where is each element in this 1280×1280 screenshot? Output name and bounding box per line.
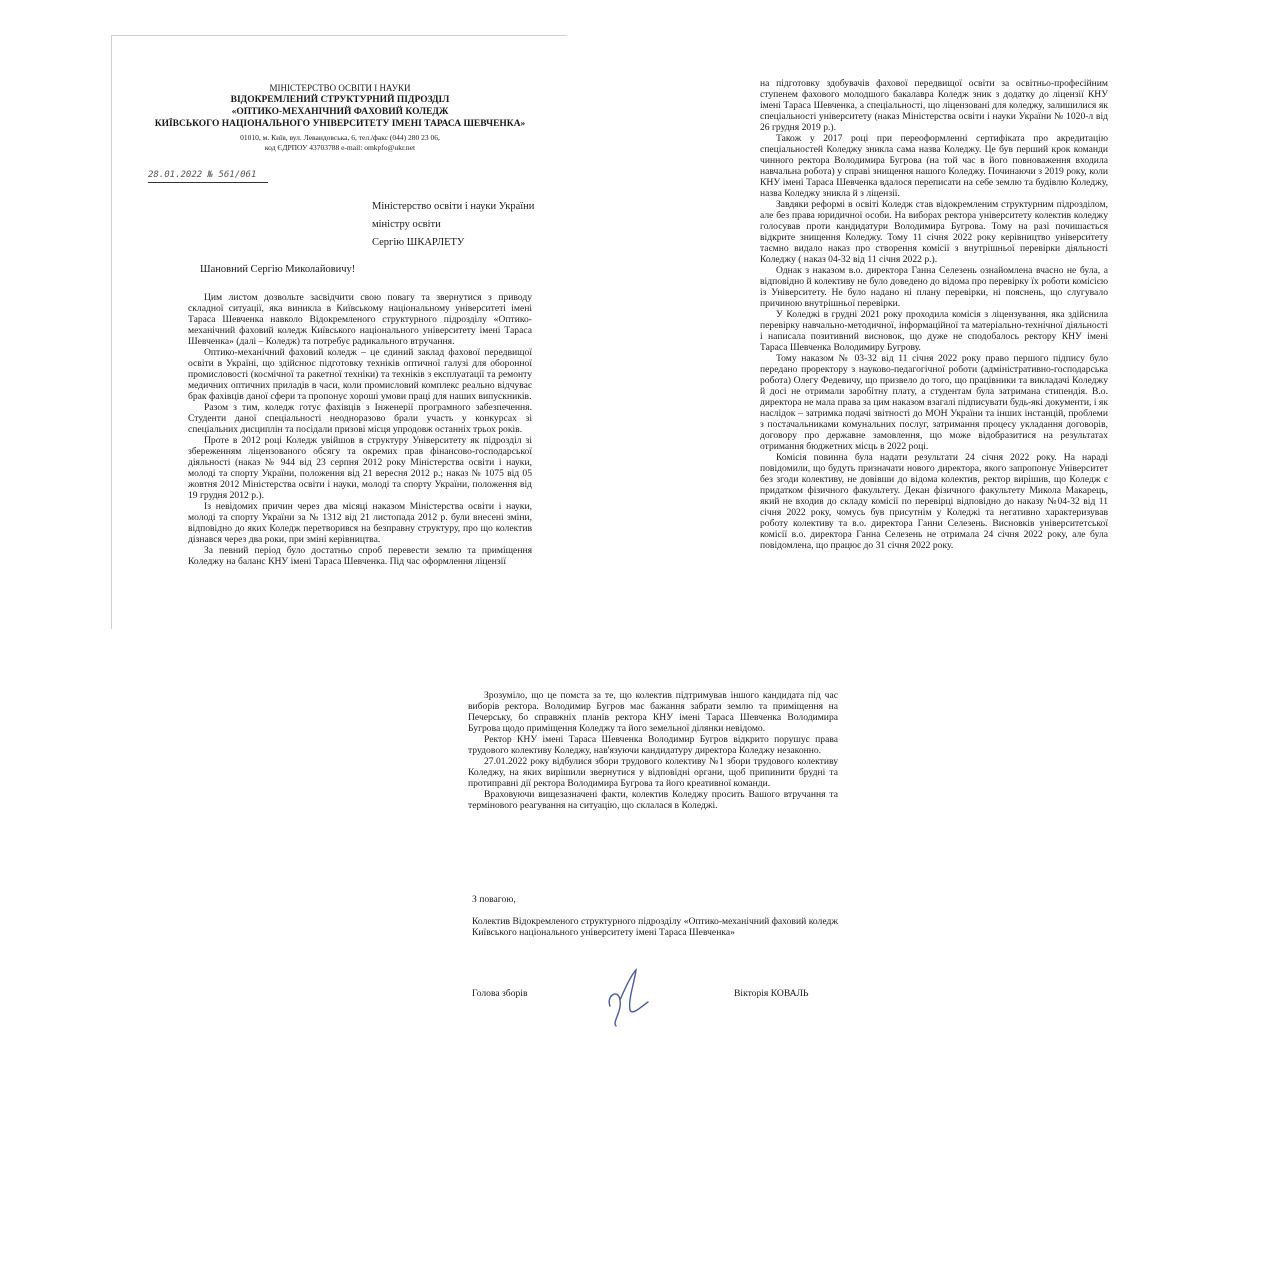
letter-page-1 <box>112 36 568 630</box>
registration-number: 28.01.2022 № 561/061 <box>148 170 268 183</box>
paragraph: Також у 2017 році при переоформленні сертифіката про акредитацію спеціальностей Коледжу зникла сама назва Коледжу. Це був перший крок команди чинного ректора Володимира Бугрова (на той час в його повноваження входила навчальна робота) у справі знищення нашого Коледжу. Починаючи з 2019 року, коли КНУ імені Тараса Шевченка вдалося переписати на себе землю та будівлю Коледжу, назва Коледжу зникла й з ліцензії. <box>760 133 1108 199</box>
paragraph: Із невідомих причин через два місяці наказом Міністерства освіти і науки, молоді та спорту України за № 1312 від 21 листопада 2012 р. були внесені зміни, відповідно до яких Коледж перетворився на безправну структуру, про що колектив дізнався через два роки, при зміні керівництва. <box>188 501 532 545</box>
paragraph: Тому наказом № 03-32 від 11 січня 2022 року право першого підпису було передано проректору з науково-педагогічної роботи (адміністративно-господарська робота) Олегу Федевичу, що призвело до того, що працівники та викладачі Коледжу й досі не отримали заробітну плату, а студентам була затримана стипендія. В.о. директора не мала права за цим наказом взагалі підписувати будь-які документи, і як наслідок – затримка подачі звітності до МОН України та інших інстанцій, проблеми з постачальниками комунальних послуг, затримання процесу укладання договорів, договору про державне замовлення, що може відобразитися на результатах отримання бюджетних місць в 2022 році. <box>760 353 1108 452</box>
paragraph: Проте в 2012 році Коледж увійшов в структуру Університету як підрозділ зі збереженням ліцензованого обсягу та окремих прав фінансово-господарської діяльності (наказ № 944 від 23 серпня 2012 року Міністерства освіти і науки, молоді та спорту України, положення від 21 вересня 2012 р.; наказ № 1075 від 05 жовтня 2012 Міністерства освіти і науки, молоді та спорту України, положення від 19 грудня 2012 р.). <box>188 435 532 501</box>
closing-regards: З повагою, <box>472 894 516 905</box>
greeting: Шановний Сергію Миколайовичу! <box>200 264 356 275</box>
letterhead <box>112 82 568 153</box>
closing-collective: Колектив Відокремленого структурного підрозділу «Оптико-механічний фаховий коледж Київського національного університету імені Тараса Шевченка» <box>472 916 838 938</box>
paragraph: Завдяки реформі в освіті Коледж став відокремленим структурним підрозділом, але без права юридичної особи. На виборах ректора університету колектив коледжу голосував проти кандидатури Володимира Бугрова. Тому на разі почишається відкрите знищення Коледжу. Тому 11 січня 2022 року керівництво університету таємно видало наказ про створення комісії з внутрішньої перевірки діяльності Коледжу ( наказ 04-32 від 11 січня 2022 р.). <box>760 199 1108 265</box>
paragraph: на підготовку здобувачів фахової передвищої освіти за освітньо-професійним ступенем фахового молодшого бакалавра Коледж зник з додатку до ліцензії КНУ імені Тараса Шевченка, а спеціальності, що ліцензовані для коледжу, залишилися як спеціальності університету (наказ Міністерства освіти і науки України № 1020-л від 26 грудня 2019 р.). <box>760 78 1108 133</box>
letterhead-college: «ОПТИКО-МЕХАНІЧНИЙ ФАХОВИЙ КОЛЕДЖ <box>231 107 449 117</box>
letter-page-3 <box>420 656 890 1036</box>
paragraph: Цим листом дозвольте засвідчити свою повагу та звернутися з приводу складної ситуації, яка виникла в Київському національному університеті імені Тараса Шевченка навколо Відокремленого структурного підрозділу «Оптико-механічний фаховий коледж Київського національного університету імені Тараса Шевченка» (далі – Коледж) та потребує радикального втручання. <box>188 292 532 347</box>
page-2-body <box>760 78 1108 551</box>
letterhead-codes: код ЄДРПОУ 43703788 e-mail: omkpfo@ukr.net <box>264 143 416 152</box>
paragraph: Враховуючи вищезазначені факти, колектив Коледжу просить Вашого втручання та термінового реагування на ситуацію, що склалася в Коледжі. <box>468 789 838 811</box>
chair-label: Голова зборів <box>472 988 528 999</box>
page-1-body <box>188 292 532 567</box>
chair-name: Вікторія КОВАЛЬ <box>734 988 809 999</box>
paragraph: 27.01.2022 року відбулися збори трудового колективу №1 збори трудового колективу Коледжу, на яких вирішили звернутися у відповідні органи, щоб припинити брудні та протиправні дії ректора Володимира Бугрова та його креативної команди. <box>468 756 838 789</box>
recipient-line-3: Сергію ШКАРЛЕТУ <box>372 237 465 248</box>
paragraph: Оптико-механічний фаховий коледж – це єдиний заклад фахової передвищої освіти в Україні, що здійснює підготовку техніків оптичної галузі для оборонної промисловості (космічної та ракетної техніки) та техніків з експлуатації та ремонту медичних оптичних приладів в часи, коли промисловий комплекс реально відчуває брак фахівців даної сфери та пропонує хороші умови праці для наших випускників. <box>188 347 532 402</box>
recipient-block <box>372 198 534 252</box>
letterhead-unit: ВІДОКРЕМЛЕНИЙ СТРУКТУРНИЙ ПІДРОЗДІЛ <box>230 95 450 105</box>
paragraph: Комісія повинна була надати результати 24 січня 2022 року. На нараді повідомили, що будуть призначати нового директора, якого запропонує Університет без згоди колективу, не довівши до відома колектив, ректор вирішив, що Коледж є придатком фізичного факультету. Декан фізичного факультету Микола Макарець, який не входив до складу комісії по перевірці відповідно до наказу №04-32 від 11 січня 2022 року, чомусь був присутнім у Коледжі та негативно характеризував роботу колективу та в.о. директора Ганни Селезень. Висновків університетської комісії в.о. директора Ганна Селезень не отримала 24 січня 2022 року, але була повідомлена, що працює до 31 січня 2022 року. <box>760 452 1108 551</box>
paragraph: Однак з наказом в.о. директора Ганна Селезень ознайомлена вчасно не була, а відповідно й колективу не було доведено до відома про перевірку їх роботи комісією із Університету. Не було надано ні плану перевірки, ні пояснень, що слугувало причиною внутрішньої перевірки. <box>760 265 1108 309</box>
letter-page-2 <box>700 72 1180 632</box>
handwritten-signature <box>598 966 654 1030</box>
page-3-body <box>468 690 838 811</box>
paragraph: За певний період було достатньо спроб перевести землю та приміщення Коледжу на баланс КНУ імені Тараса Шевченка. Під час оформлення ліцензії <box>188 545 532 567</box>
letterhead-university: КИЇВСЬКОГО НАЦІОНАЛЬНОГО УНІВЕРСИТЕТУ ІМЕНІ ТАРАСА ШЕВЧЕНКА» <box>154 119 526 129</box>
paragraph: У Коледжі в грудні 2021 року проходила комісія з ліцензування, яка здійснила перевірку навчально-методичної, інформаційної та матеріально-технічної діяльності і написала позитивний висновок, що дуже не сподобалось ректору КНУ імені Тараса Шевченка Володимиру Бугрову. <box>760 309 1108 353</box>
letterhead-ministry: МІНІСТЕРСТВО ОСВІТИ І НАУКИ <box>269 83 411 93</box>
letterhead-address: 01010, м. Київ, вул. Леваидовська, 6, тел./факс (044) 280 23 06, <box>240 133 440 142</box>
paragraph: Разом з тим, коледж готує фахівців з Інженерії програмного забезпечення. Студенти даної спеціальності неодноразово брали участь у конкурсах зі спеціальних дисциплін та посідали призові місця упродовж останніх трьох років. <box>188 402 532 435</box>
paragraph: Зрозуміло, що це помста за те, що колектив підтримував іншого кандидата під час виборів ректора. Володимир Бугров має бажання забрати землю та приміщення на Печерську, бо справжніх планів ректора КНУ імені Тараса Шевченка Володимира Бугрова щодо приміщення Коледжу та його земельної ділянки невідомо. <box>468 690 838 734</box>
paragraph: Ректор КНУ імені Тараса Шевченка Володимир Бугров відкрито порушує права трудового колективу Коледжу, нав'язуючи кандидатуру директора Коледжу незаконно. <box>468 734 838 756</box>
recipient-line-2: міністру освіти <box>372 219 441 230</box>
recipient-line-1: Міністерство освіти і науки України <box>372 201 535 212</box>
